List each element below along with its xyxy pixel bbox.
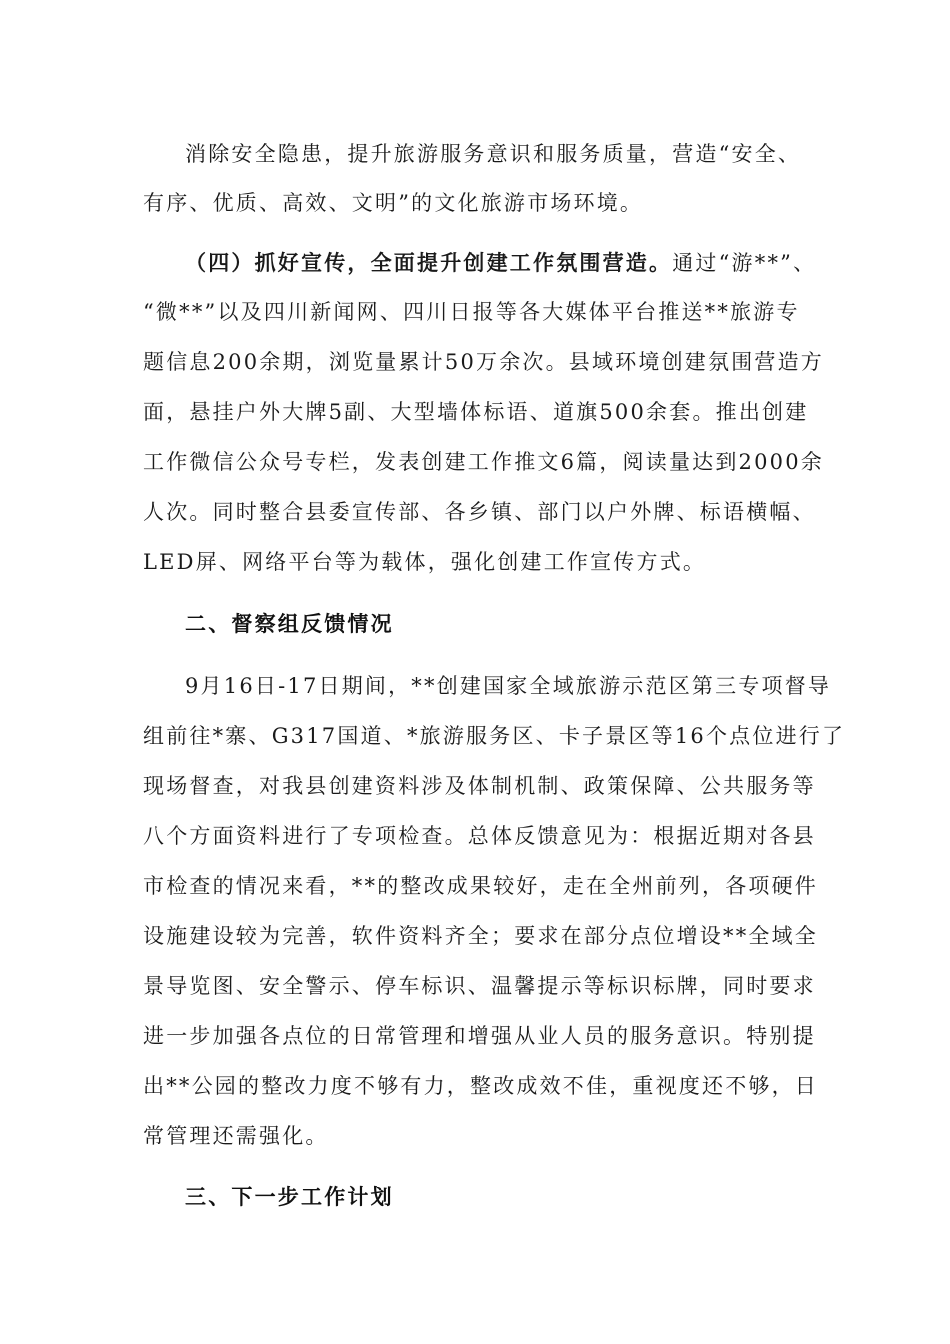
paragraph-2-line-6: 人次。同时整合县委宣传部、各乡镇、部门以户外牌、标语横幅、 — [143, 500, 816, 524]
paragraph-3-line-10: 常管理还需强化。 — [143, 1124, 329, 1148]
section-2-heading: 二、督察组反馈情况 — [185, 611, 394, 636]
paragraph-1-line-2: 有序、优质、高效、文明”的文化旅游市场环境。 — [143, 191, 644, 215]
paragraph-2-line-1-rest: 通过“游**”、 — [672, 251, 817, 275]
paragraph-2-heading: （四）抓好宣传，全面提升创建工作氛围营造。 — [185, 250, 673, 275]
section-3-heading: 三、下一步工作计划 — [185, 1184, 394, 1209]
paragraph-3-line-3: 现场督查，对我县创建资料涉及体制机制、政策保障、公共服务等 — [143, 774, 816, 798]
paragraph-3-line-7: 景导览图、安全警示、停车标识、温馨提示等标识标牌，同时要求 — [143, 974, 816, 998]
paragraph-1-line-1: 消除安全隐患，提升旅游服务意识和服务质量，营造“安全、 — [185, 142, 802, 166]
paragraph-2-line-5: 工作微信公众号专栏，发表创建工作推文6篇，阅读量达到2000余 — [143, 450, 825, 474]
paragraph-3-line-5: 市检查的情况来看，**的整改成果较好，走在全州前列，各项硬件 — [143, 874, 818, 898]
paragraph-3-line-1: 9月16日-17日期间，**创建国家全域旅游示范区第三专项督导 — [185, 674, 832, 698]
paragraph-2-line-2: “微**”以及四川新闻网、四川日报等各大媒体平台推送**旅游专 — [143, 300, 800, 324]
paragraph-3-line-8: 进一步加强各点位的日常管理和增强从业人员的服务意识。特别提 — [143, 1024, 816, 1048]
paragraph-2-line-3: 题信息200余期，浏览量累计50万余次。县域环境创建氛围营造方 — [143, 350, 825, 374]
paragraph-3-line-2: 组前往*寨、G317国道、*旅游服务区、卡子景区等16个点位进行了 — [143, 724, 846, 748]
paragraph-3-line-9: 出**公园的整改力度不够有力，整改成效不佳，重视度还不够，日 — [143, 1074, 818, 1098]
paragraph-3-line-6: 设施建设较为完善，软件资料齐全；要求在部分点位增设**全域全 — [143, 924, 818, 948]
paragraph-2-line-1 — [185, 251, 816, 275]
paragraph-2-line-7: LED屏、网络平台等为载体，强化创建工作宣传方式。 — [143, 550, 707, 574]
paragraph-3-line-4: 八个方面资料进行了专项检查。总体反馈意见为：根据近期对各县 — [143, 824, 816, 848]
paragraph-2-line-4: 面，悬挂户外大牌5副、大型墙体标语、道旗500余套。推出创建 — [143, 400, 809, 424]
